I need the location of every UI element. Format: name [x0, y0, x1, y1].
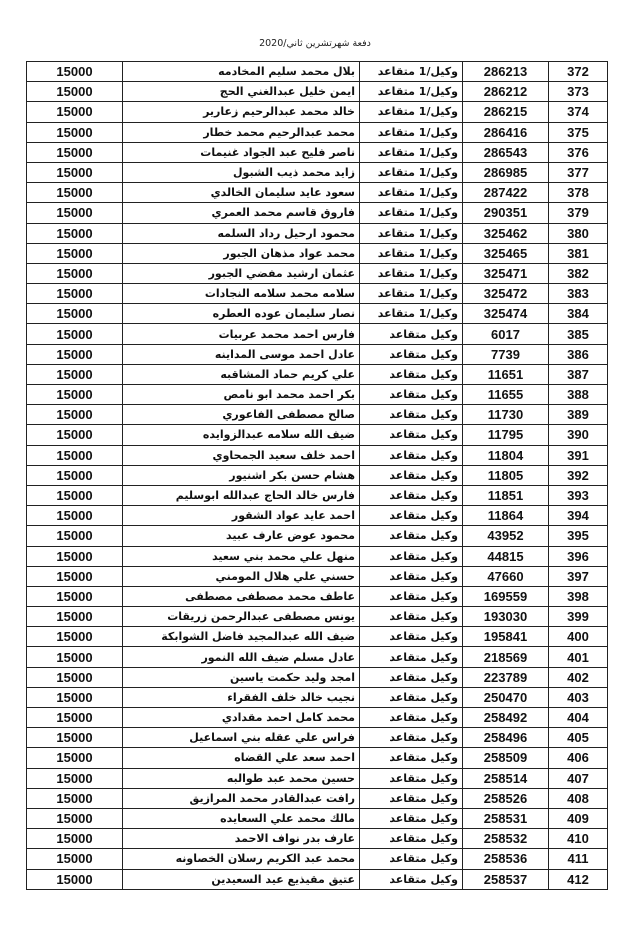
- table-row: [27, 485, 608, 505]
- military-id-cell: 195841: [463, 627, 549, 647]
- table-row: [27, 465, 608, 485]
- military-id-cell: 325474: [463, 304, 549, 324]
- table-row: [27, 183, 608, 203]
- row-number-cell: 395: [549, 526, 608, 546]
- rank-cell: وكيل متقاعد: [360, 445, 463, 465]
- table-row: [27, 223, 608, 243]
- row-number-cell: 390: [549, 425, 608, 445]
- military-id-cell: 11805: [463, 465, 549, 485]
- table-row: [27, 142, 608, 162]
- amount-cell: 15000: [27, 708, 123, 728]
- military-id-cell: 286543: [463, 142, 549, 162]
- table-row: [27, 425, 608, 445]
- military-id-cell: 258526: [463, 788, 549, 808]
- amount-cell: 15000: [27, 869, 123, 889]
- person-name-cell: محمود ارحيل رداد السلمه: [123, 223, 360, 243]
- person-name-cell: ضيف الله سلامه عبدالزوايده: [123, 425, 360, 445]
- table-row: [27, 687, 608, 707]
- amount-cell: 15000: [27, 829, 123, 849]
- rank-cell: وكيل متقاعد: [360, 667, 463, 687]
- row-number-cell: 394: [549, 506, 608, 526]
- amount-cell: 15000: [27, 122, 123, 142]
- row-number-cell: 379: [549, 203, 608, 223]
- person-name-cell: عثمان ارشيد مفضي الجبور: [123, 263, 360, 283]
- row-number-cell: 380: [549, 223, 608, 243]
- rank-cell: وكيل/1 متقاعد: [360, 243, 463, 263]
- amount-cell: 15000: [27, 526, 123, 546]
- amount-cell: 15000: [27, 788, 123, 808]
- rank-cell: وكيل/1 متقاعد: [360, 162, 463, 182]
- rank-cell: وكيل/1 متقاعد: [360, 102, 463, 122]
- military-id-cell: 258531: [463, 808, 549, 828]
- rank-cell: وكيل/1 متقاعد: [360, 183, 463, 203]
- row-number-cell: 399: [549, 607, 608, 627]
- table-row: [27, 647, 608, 667]
- amount-cell: 15000: [27, 203, 123, 223]
- military-id-cell: 47660: [463, 566, 549, 586]
- rank-cell: وكيل/1 متقاعد: [360, 142, 463, 162]
- row-number-cell: 409: [549, 808, 608, 828]
- payment-table: [26, 61, 608, 890]
- row-number-cell: 382: [549, 263, 608, 283]
- person-name-cell: احمد عايد عواد الشقور: [123, 506, 360, 526]
- person-name-cell: ضيف الله عبدالمجيد فاضل الشوابكة: [123, 627, 360, 647]
- table-row: [27, 728, 608, 748]
- person-name-cell: نصار سليمان عوده العطره: [123, 304, 360, 324]
- amount-cell: 15000: [27, 62, 123, 82]
- amount-cell: 15000: [27, 102, 123, 122]
- military-id-cell: 286985: [463, 162, 549, 182]
- rank-cell: وكيل/1 متقاعد: [360, 122, 463, 142]
- person-name-cell: رافت عبدالقادر محمد المرازيق: [123, 788, 360, 808]
- person-name-cell: سعود عايد سليمان الخالدي: [123, 183, 360, 203]
- person-name-cell: حسين محمد عبد طوالبه: [123, 768, 360, 788]
- table-row: [27, 324, 608, 344]
- row-number-cell: 383: [549, 284, 608, 304]
- military-id-cell: 193030: [463, 607, 549, 627]
- military-id-cell: 286215: [463, 102, 549, 122]
- rank-cell: وكيل متقاعد: [360, 506, 463, 526]
- table-row: [27, 849, 608, 869]
- military-id-cell: 258537: [463, 869, 549, 889]
- military-id-cell: 6017: [463, 324, 549, 344]
- person-name-cell: عادل مسلم ضيف الله النمور: [123, 647, 360, 667]
- military-id-cell: 223789: [463, 667, 549, 687]
- amount-cell: 15000: [27, 344, 123, 364]
- row-number-cell: 392: [549, 465, 608, 485]
- person-name-cell: محمد كامل احمد مقدادي: [123, 708, 360, 728]
- military-id-cell: 218569: [463, 647, 549, 667]
- rank-cell: وكيل/1 متقاعد: [360, 223, 463, 243]
- table-row: [27, 284, 608, 304]
- amount-cell: 15000: [27, 385, 123, 405]
- amount-cell: 15000: [27, 546, 123, 566]
- row-number-cell: 387: [549, 364, 608, 384]
- military-id-cell: 11851: [463, 485, 549, 505]
- military-id-cell: 290351: [463, 203, 549, 223]
- military-id-cell: 169559: [463, 586, 549, 606]
- person-name-cell: خالد محمد عبدالرحيم زعارير: [123, 102, 360, 122]
- table-row: [27, 546, 608, 566]
- table-row: [27, 102, 608, 122]
- military-id-cell: 286213: [463, 62, 549, 82]
- person-name-cell: منهل علي محمد بني سعيد: [123, 546, 360, 566]
- rank-cell: وكيل متقاعد: [360, 586, 463, 606]
- military-id-cell: 325465: [463, 243, 549, 263]
- rank-cell: وكيل/1 متقاعد: [360, 304, 463, 324]
- table-row: [27, 506, 608, 526]
- row-number-cell: 407: [549, 768, 608, 788]
- amount-cell: 15000: [27, 162, 123, 182]
- person-name-cell: محمد عبدالرحيم محمد خطار: [123, 122, 360, 142]
- rank-cell: وكيل متقاعد: [360, 788, 463, 808]
- row-number-cell: 381: [549, 243, 608, 263]
- row-number-cell: 389: [549, 405, 608, 425]
- rank-cell: وكيل متقاعد: [360, 526, 463, 546]
- rank-cell: وكيل متقاعد: [360, 607, 463, 627]
- rank-cell: وكيل متقاعد: [360, 728, 463, 748]
- table-row: [27, 566, 608, 586]
- amount-cell: 15000: [27, 445, 123, 465]
- table-row: [27, 385, 608, 405]
- person-name-cell: عاطف محمد مصطفى مصطفى: [123, 586, 360, 606]
- amount-cell: 15000: [27, 405, 123, 425]
- amount-cell: 15000: [27, 849, 123, 869]
- row-number-cell: 385: [549, 324, 608, 344]
- person-name-cell: حسني علي هلال المومني: [123, 566, 360, 586]
- person-name-cell: سلامه محمد سلامه النجادات: [123, 284, 360, 304]
- row-number-cell: 393: [549, 485, 608, 505]
- person-name-cell: محمد عبد الكريم رسلان الخصاونه: [123, 849, 360, 869]
- military-id-cell: 325471: [463, 263, 549, 283]
- table-row: [27, 586, 608, 606]
- row-number-cell: 404: [549, 708, 608, 728]
- row-number-cell: 411: [549, 849, 608, 869]
- person-name-cell: علي كريم حماد المشاقبه: [123, 364, 360, 384]
- table-row: [27, 263, 608, 283]
- document-header: دفعة شهرتشرين ثاني/2020: [259, 38, 371, 49]
- military-id-cell: 250470: [463, 687, 549, 707]
- rank-cell: وكيل متقاعد: [360, 708, 463, 728]
- rank-cell: وكيل متقاعد: [360, 485, 463, 505]
- amount-cell: 15000: [27, 364, 123, 384]
- rank-cell: وكيل متقاعد: [360, 546, 463, 566]
- rank-cell: وكيل متقاعد: [360, 344, 463, 364]
- rank-cell: وكيل متقاعد: [360, 324, 463, 344]
- table-row: [27, 122, 608, 142]
- military-id-cell: 287422: [463, 183, 549, 203]
- amount-cell: 15000: [27, 425, 123, 445]
- person-name-cell: هشام حسن بكر اشنيور: [123, 465, 360, 485]
- amount-cell: 15000: [27, 284, 123, 304]
- rank-cell: وكيل متقاعد: [360, 748, 463, 768]
- row-number-cell: 378: [549, 183, 608, 203]
- amount-cell: 15000: [27, 465, 123, 485]
- amount-cell: 15000: [27, 243, 123, 263]
- rank-cell: وكيل متقاعد: [360, 647, 463, 667]
- military-id-cell: 11651: [463, 364, 549, 384]
- table-body: [27, 62, 608, 890]
- table-row: [27, 526, 608, 546]
- table-row: [27, 203, 608, 223]
- table-row: [27, 162, 608, 182]
- person-name-cell: احمد خلف سعيد الجمحاوي: [123, 445, 360, 465]
- row-number-cell: 410: [549, 829, 608, 849]
- rank-cell: وكيل متقاعد: [360, 849, 463, 869]
- person-name-cell: عادل احمد موسى المداينه: [123, 344, 360, 364]
- row-number-cell: 388: [549, 385, 608, 405]
- table-row: [27, 667, 608, 687]
- rank-cell: وكيل متقاعد: [360, 869, 463, 889]
- row-number-cell: 376: [549, 142, 608, 162]
- row-number-cell: 402: [549, 667, 608, 687]
- table-row: [27, 748, 608, 768]
- amount-cell: 15000: [27, 647, 123, 667]
- amount-cell: 15000: [27, 808, 123, 828]
- amount-cell: 15000: [27, 607, 123, 627]
- table-row: [27, 62, 608, 82]
- amount-cell: 15000: [27, 142, 123, 162]
- table-row: [27, 82, 608, 102]
- table-row: [27, 304, 608, 324]
- person-name-cell: فارس خالد الحاج عبدالله ابوسليم: [123, 485, 360, 505]
- amount-cell: 15000: [27, 263, 123, 283]
- rank-cell: وكيل متقاعد: [360, 364, 463, 384]
- rank-cell: وكيل متقاعد: [360, 808, 463, 828]
- person-name-cell: مالك محمد علي السعايده: [123, 808, 360, 828]
- person-name-cell: ايمن خليل عبدالغني الحج: [123, 82, 360, 102]
- military-id-cell: 44815: [463, 546, 549, 566]
- person-name-cell: نجيب خالد خلف الفقراء: [123, 687, 360, 707]
- row-number-cell: 374: [549, 102, 608, 122]
- row-number-cell: 396: [549, 546, 608, 566]
- row-number-cell: 398: [549, 586, 608, 606]
- person-name-cell: احمد سعد علي القضاه: [123, 748, 360, 768]
- person-name-cell: امجد وليد حكمت ياسين: [123, 667, 360, 687]
- row-number-cell: 401: [549, 647, 608, 667]
- rank-cell: وكيل متقاعد: [360, 465, 463, 485]
- table-row: [27, 627, 608, 647]
- rank-cell: وكيل متقاعد: [360, 829, 463, 849]
- person-name-cell: عتيق مقيذيع عيد السعيدين: [123, 869, 360, 889]
- row-number-cell: 375: [549, 122, 608, 142]
- table-row: [27, 405, 608, 425]
- person-name-cell: فاروق قاسم محمد العمري: [123, 203, 360, 223]
- military-id-cell: 258536: [463, 849, 549, 869]
- person-name-cell: بكر احمد محمد ابو نامص: [123, 385, 360, 405]
- amount-cell: 15000: [27, 304, 123, 324]
- row-number-cell: 408: [549, 788, 608, 808]
- military-id-cell: 11804: [463, 445, 549, 465]
- person-name-cell: محمد عواد مذهان الجبور: [123, 243, 360, 263]
- table-row: [27, 808, 608, 828]
- row-number-cell: 405: [549, 728, 608, 748]
- person-name-cell: بلال محمد سليم المخادمه: [123, 62, 360, 82]
- row-number-cell: 412: [549, 869, 608, 889]
- amount-cell: 15000: [27, 566, 123, 586]
- rank-cell: وكيل متقاعد: [360, 768, 463, 788]
- row-number-cell: 397: [549, 566, 608, 586]
- table-row: [27, 607, 608, 627]
- rank-cell: وكيل متقاعد: [360, 425, 463, 445]
- military-id-cell: 325472: [463, 284, 549, 304]
- person-name-cell: فراس علي عقله بني اسماعيل: [123, 728, 360, 748]
- rank-cell: وكيل متقاعد: [360, 566, 463, 586]
- table-row: [27, 364, 608, 384]
- person-name-cell: عارف بدر نواف الاحمد: [123, 829, 360, 849]
- amount-cell: 15000: [27, 586, 123, 606]
- military-id-cell: 43952: [463, 526, 549, 546]
- military-id-cell: 11795: [463, 425, 549, 445]
- military-id-cell: 11655: [463, 385, 549, 405]
- amount-cell: 15000: [27, 728, 123, 748]
- military-id-cell: 325462: [463, 223, 549, 243]
- amount-cell: 15000: [27, 183, 123, 203]
- row-number-cell: 406: [549, 748, 608, 768]
- rank-cell: وكيل/1 متقاعد: [360, 263, 463, 283]
- amount-cell: 15000: [27, 82, 123, 102]
- rank-cell: وكيل متقاعد: [360, 687, 463, 707]
- amount-cell: 15000: [27, 748, 123, 768]
- table-row: [27, 829, 608, 849]
- table-row: [27, 445, 608, 465]
- military-id-cell: 258509: [463, 748, 549, 768]
- military-id-cell: 258496: [463, 728, 549, 748]
- person-name-cell: زايد محمد ذيب الشبول: [123, 162, 360, 182]
- person-name-cell: ناصر فليح عبد الجواد غنيمات: [123, 142, 360, 162]
- table-row: [27, 869, 608, 889]
- rank-cell: وكيل/1 متقاعد: [360, 62, 463, 82]
- rank-cell: وكيل متقاعد: [360, 405, 463, 425]
- military-id-cell: 11864: [463, 506, 549, 526]
- amount-cell: 15000: [27, 485, 123, 505]
- person-name-cell: يونس مصطفى عبدالرحمن زريقات: [123, 607, 360, 627]
- rank-cell: وكيل/1 متقاعد: [360, 284, 463, 304]
- row-number-cell: 373: [549, 82, 608, 102]
- amount-cell: 15000: [27, 223, 123, 243]
- military-id-cell: 258532: [463, 829, 549, 849]
- table-row: [27, 788, 608, 808]
- table-row: [27, 243, 608, 263]
- table-row: [27, 768, 608, 788]
- person-name-cell: فارس احمد محمد عربيات: [123, 324, 360, 344]
- person-name-cell: محمود عوض عارف عبيد: [123, 526, 360, 546]
- rank-cell: وكيل/1 متقاعد: [360, 82, 463, 102]
- amount-cell: 15000: [27, 768, 123, 788]
- amount-cell: 15000: [27, 627, 123, 647]
- amount-cell: 15000: [27, 324, 123, 344]
- table-row: [27, 708, 608, 728]
- row-number-cell: 400: [549, 627, 608, 647]
- military-id-cell: 286212: [463, 82, 549, 102]
- row-number-cell: 386: [549, 344, 608, 364]
- table-row: [27, 344, 608, 364]
- row-number-cell: 403: [549, 687, 608, 707]
- person-name-cell: صالح مصطفى الفاعوري: [123, 405, 360, 425]
- rank-cell: وكيل متقاعد: [360, 385, 463, 405]
- military-id-cell: 258514: [463, 768, 549, 788]
- row-number-cell: 391: [549, 445, 608, 465]
- military-id-cell: 11730: [463, 405, 549, 425]
- row-number-cell: 372: [549, 62, 608, 82]
- military-id-cell: 258492: [463, 708, 549, 728]
- row-number-cell: 384: [549, 304, 608, 324]
- rank-cell: وكيل/1 متقاعد: [360, 203, 463, 223]
- military-id-cell: 7739: [463, 344, 549, 364]
- amount-cell: 15000: [27, 506, 123, 526]
- military-id-cell: 286416: [463, 122, 549, 142]
- rank-cell: وكيل متقاعد: [360, 627, 463, 647]
- amount-cell: 15000: [27, 687, 123, 707]
- amount-cell: 15000: [27, 667, 123, 687]
- row-number-cell: 377: [549, 162, 608, 182]
